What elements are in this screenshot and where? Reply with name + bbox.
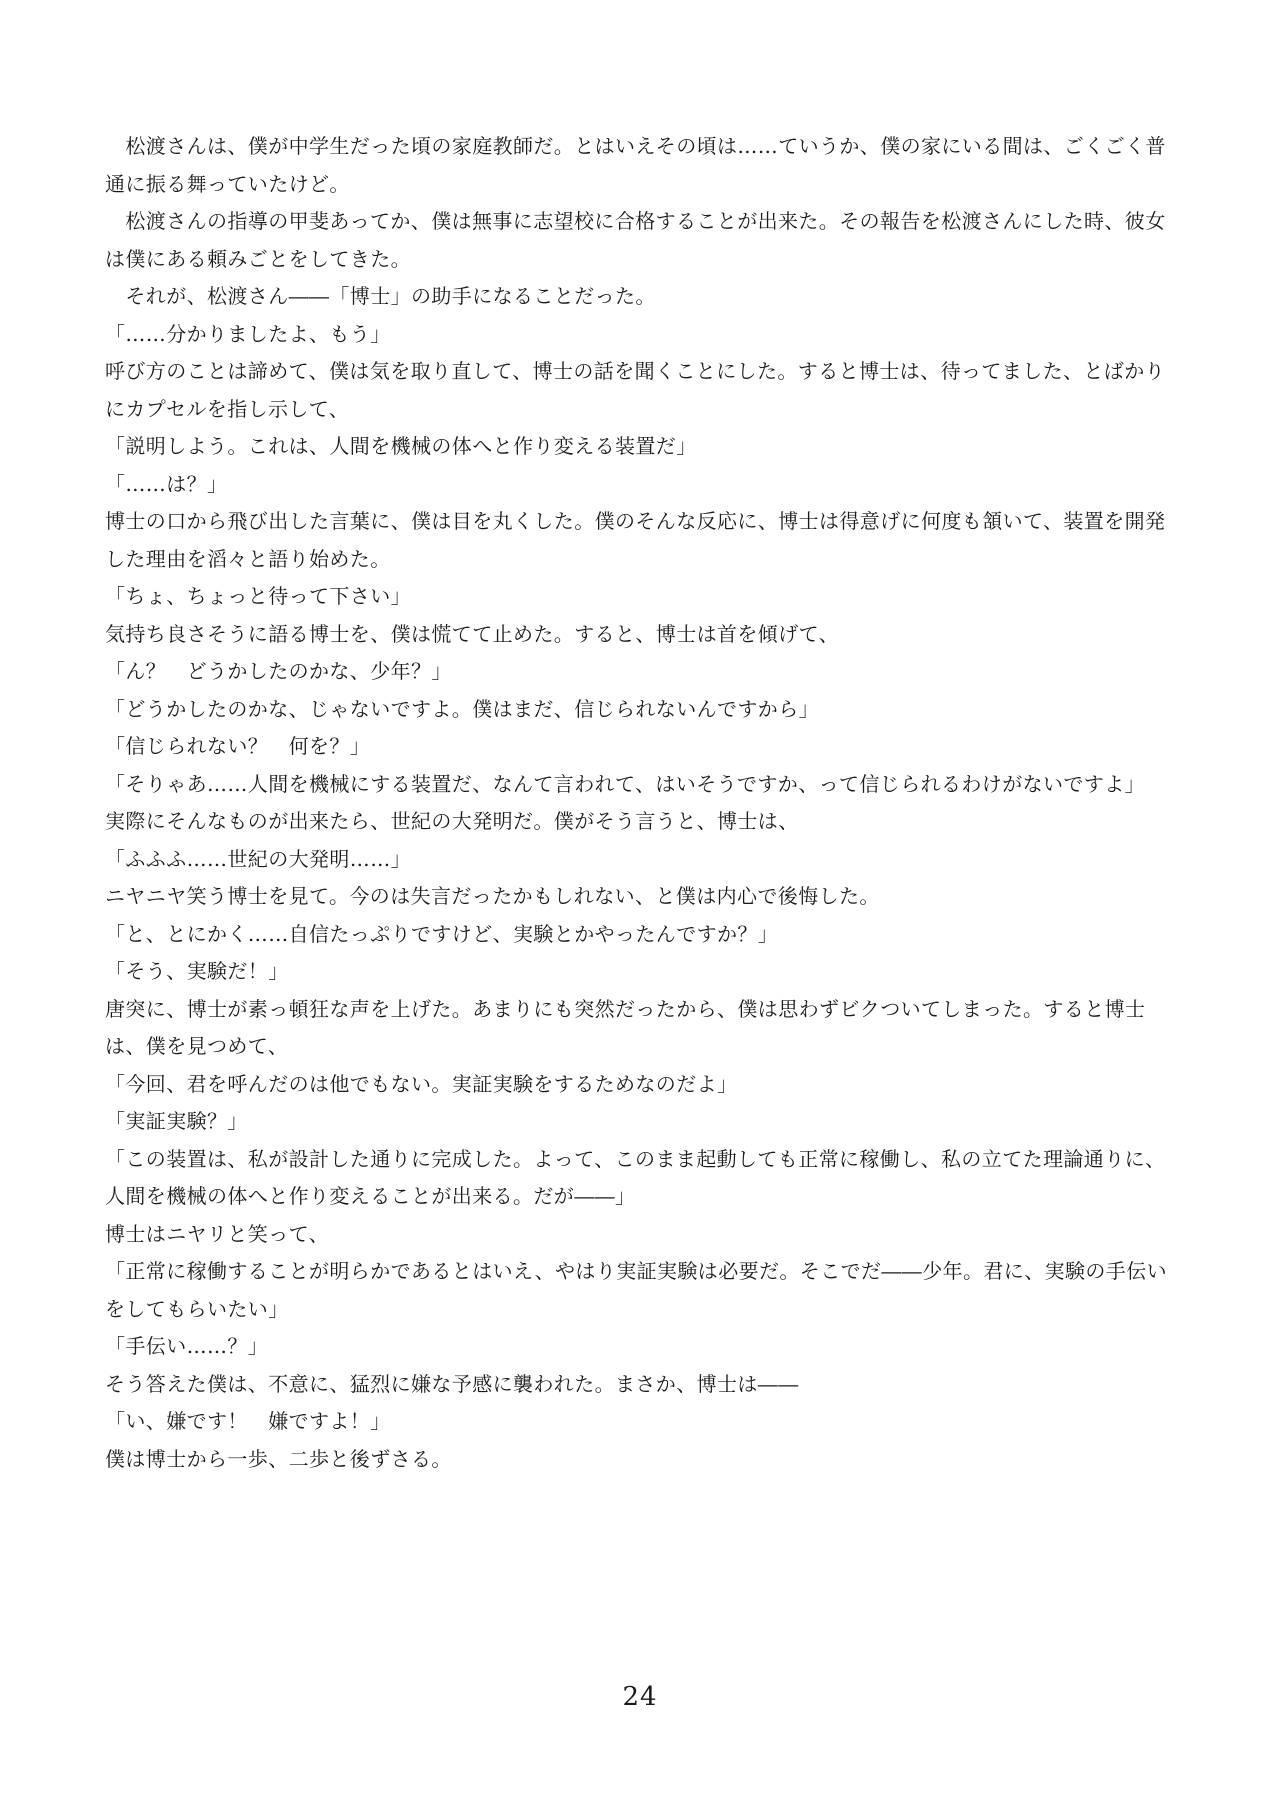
dialogue-line: 「説明しよう。これは、人間を機械の体へと作り変える装置だ」 [105,434,697,458]
dialogue-line: 「この装置は、私が設計した通りに完成した。よって、このまま起動しても正常に稼働し、私の立てた理論通りに、人間を機械の体へと作り変えることが出来る。だが――」 [105,1146,1166,1208]
paragraph: 博士の口から飛び出した言葉に、僕は目を丸くした。僕のそんな反応に、博士は得意げに何度も頷いて、装置を開発した理由を滔々と語り始めた。 [105,509,1166,571]
paragraph: 唐突に、博士が素っ頓狂な声を上げた。あまりにも突然だったから、僕は思わずビクついてしまった。すると博士は、僕を見つめて、 [105,996,1146,1058]
dialogue-line: 「そりゃあ……人間を機械にする装置だ、なんて言われて、はいそうですか、って信じられるわけがないですよ」 [105,771,1145,796]
paragraph: 博士はニヤリと笑って、 [105,1221,329,1246]
paragraph: それが、松渡さん――「博士」の助手になることだった。 [105,284,656,308]
paragraph: 松渡さんは、僕が中学生だった頃の家庭教師だ。とはいえその頃は……ていうか、僕の家にいる間は、ごくごく普通に振る舞っていたけど。 [105,134,1166,196]
dialogue-line: 「……は？」 [105,471,228,496]
dialogue-line: 「ちょ、ちょっと待って下さい」 [105,584,411,608]
dialogue-line: 「手伝い……？」 [105,1334,269,1358]
paragraph: そう答えた僕は、不意に、猛烈に嫌な予感に襲われた。まさか、博士は―― [105,1371,799,1396]
dialogue-line: 「そう、実験だ！」 [105,959,289,983]
page-number: 24 [622,1682,658,1712]
paragraph: ニヤニヤ笑う博士を見て。今のは失言だったかもしれない、と僕は内心で後悔した。 [105,884,880,908]
dialogue-line: 「信じられない？ 何を？」 [105,734,371,758]
paragraph: 僕は博士から一歩、二歩と後ずさる。 [105,1446,452,1471]
dialogue-line: 「い、嫌です！ 嫌ですよ！」 [105,1409,391,1433]
dialogue-line: 「今回、君を呼んだのは他でもない。実証実験をするためなのだよ」 [105,1071,738,1096]
dialogue-line: 「ん？ どうかしたのかな、少年？」 [105,659,452,683]
paragraph: 気持ち良さそうに語る博士を、僕は慌てて止めた。すると、博士は首を傾げて、 [105,621,839,646]
dialogue-line: 「……分かりましたよ、もう」 [105,321,391,346]
paragraph: 松渡さんの指導の甲斐あってか、僕は無事に志望校に合格することが出来た。その報告を松渡さんにした時、彼女は僕にある頼みごとをしてきた。 [105,209,1166,271]
dialogue-line: 「正常に稼働することが明らかであるとはいえ、やはり実証実験は必要だ。そこでだ――少年。君に、実験の手伝いをしてもらいたい」 [105,1259,1167,1321]
dialogue-line: 「と、とにかく……自信たっぷりですけど、実験とかやったんですか？」 [105,921,779,946]
dialogue-line: 「実証実験？」 [105,1109,248,1133]
dialogue-line: 「どうかしたのかな、じゃないですよ。僕はまだ、信じられないんですから」 [105,696,819,721]
paragraph: 呼び方のことは諦めて、僕は気を取り直して、博士の話を聞くことにした。すると博士は、待ってました、とばかりにカプセルを指し示して、 [105,359,1165,421]
dialogue-line: 「ふふふ……世紀の大発明……」 [105,846,411,871]
paragraph: 実際にそんなものが出来たら、世紀の大発明だ。僕がそう言うと、博士は、 [105,809,799,833]
body-text [105,128,1185,1478]
